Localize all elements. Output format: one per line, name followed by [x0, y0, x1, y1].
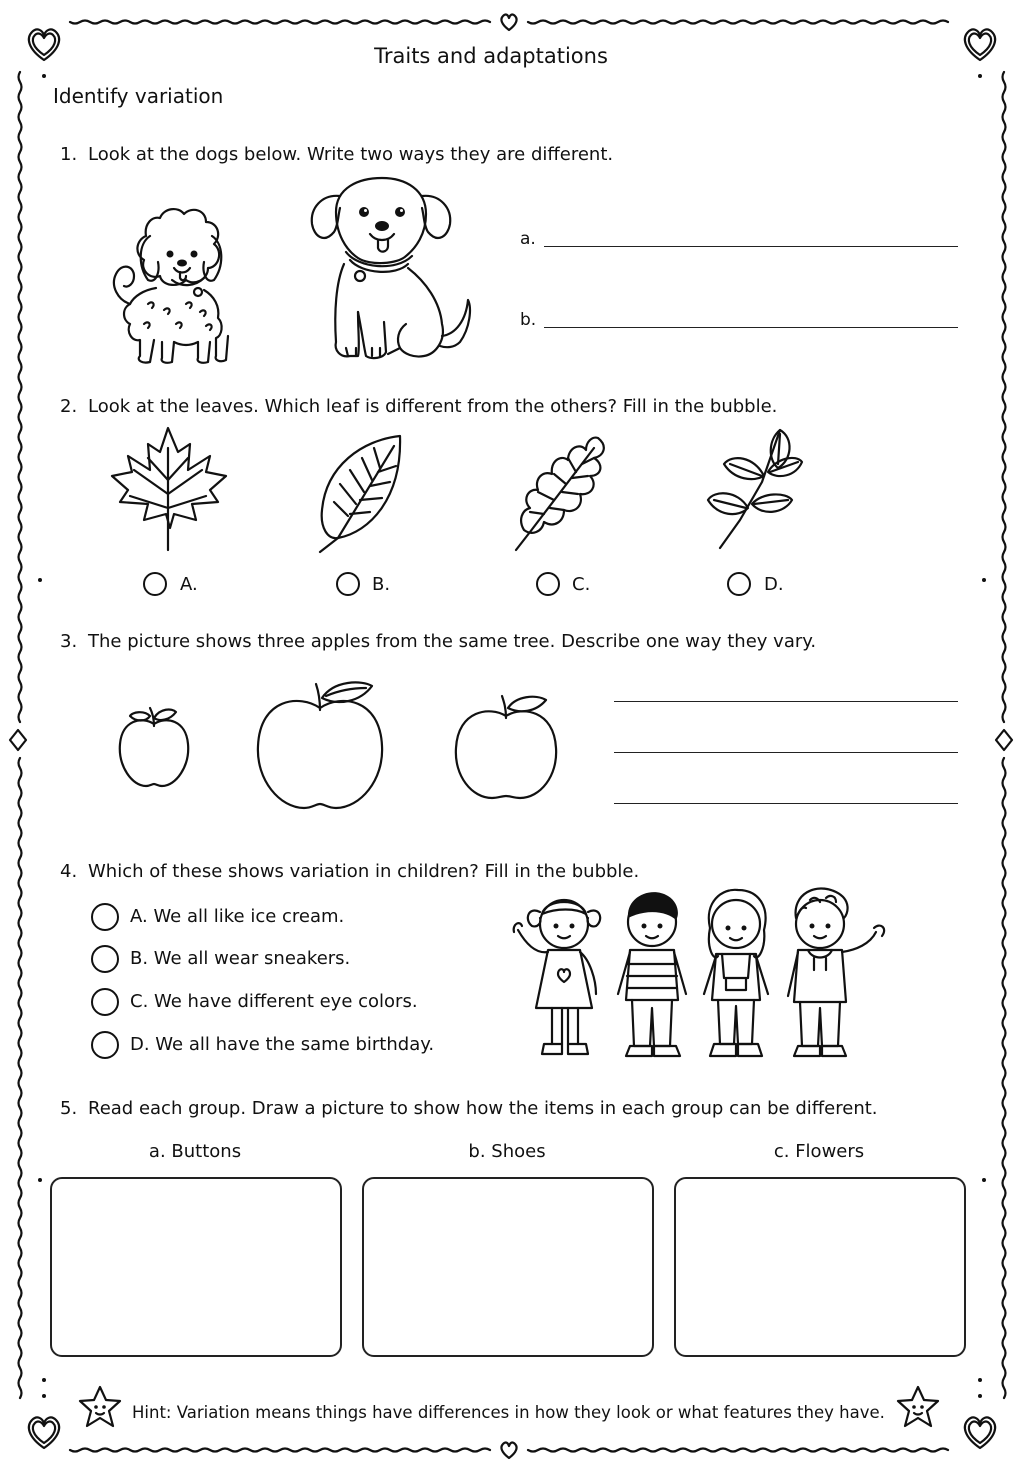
floppy-ear-dog-picture [300, 172, 480, 372]
question-number: 1. [60, 144, 78, 165]
heart-icon [498, 12, 520, 32]
answer-line[interactable] [614, 752, 958, 753]
question-prompt: Look at the dogs below. Write two ways they are different. [88, 144, 614, 165]
large-apple-picture [254, 676, 388, 812]
worksheet-title: Traits and adaptations [374, 44, 608, 68]
option-label: B. We all wear sneakers. [130, 948, 351, 969]
option-label: B. [372, 574, 391, 595]
answer-line[interactable] [614, 803, 958, 804]
drawing-box-shoes[interactable] [362, 1177, 654, 1357]
medium-apple-picture [450, 692, 562, 802]
answer-bubble[interactable] [91, 903, 119, 931]
maple-leaf-picture [106, 424, 230, 554]
answer-line[interactable] [614, 701, 958, 702]
hint-text: Hint: Variation means things have differences in how they look or what features they have. [132, 1403, 885, 1422]
diamond-icon [8, 728, 28, 752]
curly-dog-picture [100, 200, 260, 370]
group-label: b. Shoes [468, 1141, 546, 1162]
question-number: 3. [60, 631, 78, 652]
girl-overalls [704, 890, 768, 1056]
heart-icon [498, 1440, 520, 1460]
group-label: c. Flowers [773, 1141, 865, 1162]
answer-bubble[interactable] [727, 572, 751, 596]
answer-bubble[interactable] [336, 572, 360, 596]
boy-hoodie-waving [788, 888, 884, 1056]
question-prompt: Read each group. Draw a picture to show how the items in each group can be different. [88, 1098, 878, 1119]
answer-bubble[interactable] [536, 572, 560, 596]
star-face-icon [76, 1384, 124, 1430]
star-face-icon [894, 1384, 942, 1430]
option-label: C. We have different eye colors. [130, 991, 418, 1012]
question-number: 4. [60, 861, 78, 882]
answer-label: b. [520, 310, 537, 330]
option-label: A. We all like ice cream. [130, 906, 345, 927]
heart-icon [958, 1410, 1002, 1454]
small-apple-picture [114, 704, 194, 790]
oval-leaf-picture [314, 432, 410, 556]
section-subtitle: Identify variation [53, 84, 224, 108]
drawing-box-flowers[interactable] [674, 1177, 966, 1357]
drawing-box-buttons[interactable] [50, 1177, 342, 1357]
option-label: A. [180, 574, 198, 595]
oak-leaf-picture [508, 432, 612, 556]
option-label: D. We all have the same birthday. [130, 1034, 435, 1055]
question-number: 5. [60, 1098, 78, 1119]
girl-pigtails [514, 900, 600, 1054]
question-prompt: Look at the leaves. Which leaf is different from the others? Fill in the bubble. [88, 396, 778, 417]
answer-bubble[interactable] [91, 1031, 119, 1059]
answer-bubble[interactable] [91, 988, 119, 1016]
group-label: a. Buttons [148, 1141, 242, 1162]
answer-bubble[interactable] [143, 572, 167, 596]
option-label: C. [572, 574, 591, 595]
question-number: 2. [60, 396, 78, 417]
question-prompt: Which of these shows variation in children? Fill in the bubble. [88, 861, 640, 882]
answer-line[interactable] [544, 246, 958, 247]
option-label: D. [764, 574, 784, 595]
answer-bubble[interactable] [91, 945, 119, 973]
compound-leaf-picture [702, 424, 806, 554]
diamond-icon [994, 728, 1014, 752]
answer-label: a. [520, 229, 536, 249]
children-picture [496, 884, 896, 1060]
question-prompt: The picture shows three apples from the same tree. Describe one way they vary. [88, 631, 817, 652]
boy-striped-shirt [618, 892, 686, 1056]
heart-icon [22, 1410, 66, 1454]
answer-line[interactable] [544, 327, 958, 328]
